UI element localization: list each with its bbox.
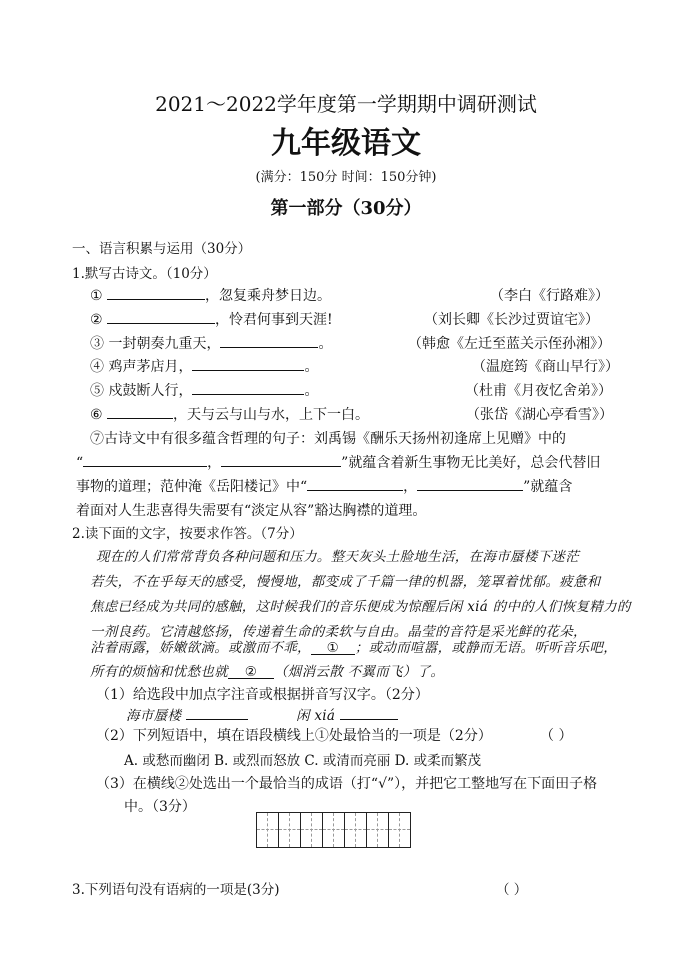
item-text: 闲 xiá bbox=[296, 708, 336, 724]
poem-line-1 bbox=[90, 285, 331, 305]
score-time: (满分：150分 时间：150分钟) bbox=[255, 170, 437, 185]
passage-line-1: 现在的人们常常背负各种问题和压力。整天灰头土脸地生活，在海市蜃楼下迷茫 bbox=[96, 549, 579, 565]
line-number: ④ bbox=[90, 359, 104, 375]
grid-cell[interactable] bbox=[257, 813, 279, 847]
poem-line-2 bbox=[90, 309, 333, 329]
subject-title: 九年级语文 bbox=[271, 126, 421, 161]
answer-blank[interactable] bbox=[186, 705, 248, 720]
poem-source: （刘长卿《长沙过贾谊宅》） bbox=[424, 312, 599, 328]
answer-blank[interactable] bbox=[107, 285, 205, 300]
passage-text: （烟消云散 不翼而飞）了。 bbox=[274, 664, 445, 680]
answer-paren[interactable]: （ ） bbox=[540, 728, 573, 744]
poem-line-4 bbox=[90, 356, 318, 376]
passage-line-6 bbox=[90, 660, 444, 680]
sub-question-1: （1）给选段中加点字注音或根据拼音写汉字。（2分） bbox=[96, 687, 429, 703]
grid-cell[interactable] bbox=[323, 813, 345, 847]
line-number: ① bbox=[90, 288, 103, 304]
poem-line-3 bbox=[90, 333, 332, 353]
line-text: 。 bbox=[304, 359, 319, 375]
blank-2[interactable]: ② bbox=[228, 664, 274, 679]
passage-line-4: 一剂良药。它清越悠扬，传递着生命的柔软与自由。晶莹的音符是采光鲜的花朵， bbox=[90, 624, 587, 640]
line-number: ② bbox=[90, 312, 103, 328]
line-number: ③ bbox=[90, 336, 104, 352]
answer-blank[interactable] bbox=[221, 452, 341, 467]
grid-cell[interactable] bbox=[279, 813, 301, 847]
poem-q7-line1: ⑦古诗文中有很多蕴含哲理的句子：刘禹锡《酬乐天扬州初逢席上见赠》中的 bbox=[90, 431, 566, 447]
poem-source: （杜甫《月夜忆舍弟》） bbox=[465, 383, 612, 399]
poem-source: （张岱《湖心亭看雪》） bbox=[466, 407, 613, 423]
line-text: 事物的道理；范仲淹《岳阳楼记》中“ bbox=[76, 479, 308, 495]
line-text: 一封朝奏九重天， bbox=[108, 336, 221, 352]
passage-text: 沾着雨露，娇嫩欲滴。或激而不乖， bbox=[90, 640, 311, 656]
passage-text: 所有的烦恼和忧愁也就 bbox=[90, 664, 228, 680]
answer-blank[interactable] bbox=[107, 309, 215, 324]
answer-blank[interactable] bbox=[417, 476, 523, 491]
sub-question-3-line1: （3）在横线②处选出一个最恰当的成语（打“√”），并把它工整地写在下面田子格 bbox=[96, 776, 598, 792]
answer-blank[interactable] bbox=[307, 476, 403, 491]
grid-cell[interactable] bbox=[301, 813, 323, 847]
poem-q7-line2 bbox=[76, 452, 600, 472]
sub-question-3-line2: 中。（3分） bbox=[124, 799, 196, 815]
line-number: ⑥ bbox=[90, 407, 103, 423]
passage-line-5 bbox=[90, 636, 617, 656]
comma: ， bbox=[403, 479, 418, 495]
grid-cell[interactable] bbox=[389, 813, 410, 847]
grid-cell[interactable] bbox=[367, 813, 389, 847]
poem-source: （李白《行路难》） bbox=[490, 288, 609, 304]
sub1-item-b bbox=[296, 704, 398, 724]
item-text: 海市蜃楼 bbox=[126, 708, 182, 724]
answer-blank[interactable] bbox=[340, 705, 398, 720]
line-text: 。 bbox=[304, 383, 319, 399]
question-2-title: 2.读下面的文字，按要求作答。（7分） bbox=[72, 526, 303, 542]
exam-title: 2021～2022学年度第一学期期中调研测试 bbox=[155, 92, 537, 116]
poem-line-6 bbox=[90, 404, 369, 424]
passage-line-3: 焦虑已经成为共同的感触，这时候我们的音乐便成为惊醒后闲 xiá 的中的人们恢复精力的 bbox=[90, 599, 631, 615]
line-number: ⑤ bbox=[90, 383, 104, 399]
part-heading: 第一部分（30分） bbox=[270, 198, 422, 219]
line-text: 鸡声茅店月， bbox=[108, 359, 193, 375]
comma: ， bbox=[207, 455, 222, 471]
answer-blank[interactable] bbox=[107, 404, 173, 419]
poem-source: （温庭筠《商山早行》） bbox=[472, 359, 619, 375]
line-text: ，天与云与山与水，上下一白。 bbox=[173, 407, 370, 423]
answer-blank[interactable] bbox=[192, 380, 304, 395]
sub-question-2: （2）下列短语中，填在语段横线上①处最恰当的一项是（2分） bbox=[96, 728, 492, 744]
section-heading: 一、语言积累与运用（30分） bbox=[72, 241, 252, 257]
question-3-title: 3.下列语句没有语病的一项是(3分) bbox=[72, 882, 280, 898]
passage-line-2: 若失，不在乎每天的感受，慢慢地，都变成了千篇一律的机器，笼罩着忧郁。疲惫和 bbox=[90, 574, 601, 590]
line-text: ，怜君何事到天涯! bbox=[215, 312, 333, 328]
sub2-options: A. 或愁而幽闭 B. 或烈而怒放 C. 或清而亮丽 D. 或柔而繁茂 bbox=[124, 753, 482, 769]
poem-q7-line4: 着面对人生悲喜得失需要有“淡定从容”豁达胸襟的道理。 bbox=[76, 503, 427, 519]
line-text: 戍鼓断人行， bbox=[108, 383, 193, 399]
line-text: ”就蕴含着新生事物无比美好，总会代替旧 bbox=[341, 455, 601, 471]
poem-q7-line3 bbox=[76, 476, 572, 496]
poem-source: （韩愈《左迁至蓝关示侄孙湘》） bbox=[408, 336, 611, 352]
answer-blank[interactable] bbox=[83, 452, 207, 467]
question-1-title: 1.默写古诗文。（10分） bbox=[72, 266, 217, 282]
blank-1[interactable]: ① bbox=[311, 640, 355, 655]
quote-mark: “ bbox=[76, 455, 84, 471]
answer-blank[interactable] bbox=[220, 333, 318, 348]
line-text: ”就蕴含 bbox=[523, 479, 573, 495]
poem-line-5 bbox=[90, 380, 318, 400]
answer-blank[interactable] bbox=[192, 356, 304, 371]
line-text: ，忽复乘舟梦日边。 bbox=[205, 288, 332, 304]
answer-paren[interactable]: （ ） bbox=[496, 882, 528, 898]
writing-grid[interactable] bbox=[256, 812, 411, 848]
line-text: 。 bbox=[318, 336, 333, 352]
passage-text: ；或动而喧嚣，或静而无语。听听音乐吧， bbox=[354, 640, 618, 656]
grid-cell[interactable] bbox=[345, 813, 367, 847]
sub1-item-a bbox=[126, 704, 248, 724]
